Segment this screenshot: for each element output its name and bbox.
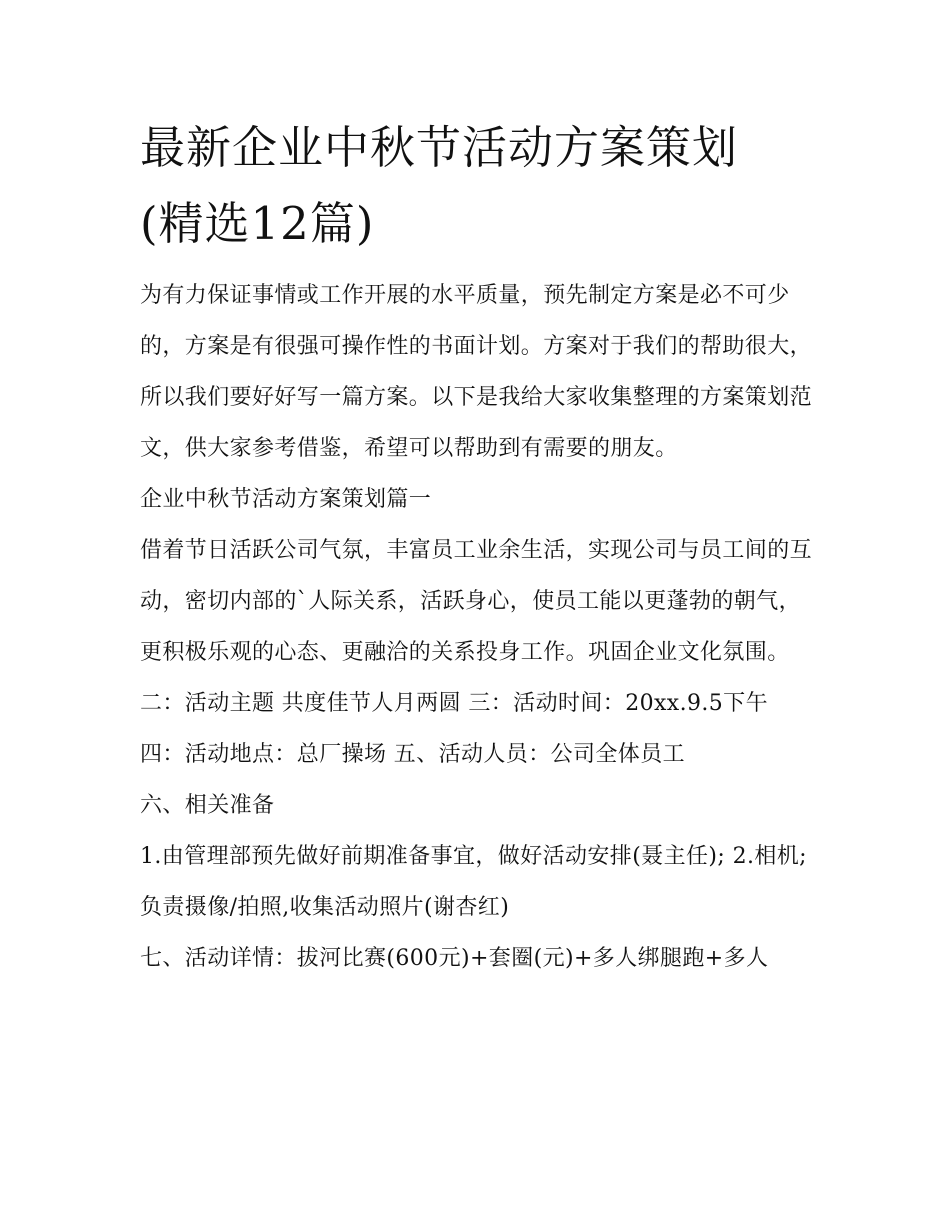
intro-paragraph: 为有力保证事情或工作开展的水平质量，预先制定方案是必不可少的，方案是有很强可操作性的书面计划。方案对于我们的帮助很大，所以我们要好好写一篇方案。以下是我给大家收集整理的方案策划范文，供大家参考借鉴，希望可以帮助到有需要的朋友。 xyxy=(140,283,813,461)
purpose-paragraph: 借着节日活跃公司气氛，丰富员工业余生活，实现公司与员工间的互动，密切内部的`人际关系，活跃身心，使员工能以更蓬勃的朝气，更积极乐观的心态、更融洽的关系投身工作。巩固企业文化氛围。 xyxy=(140,538,813,665)
document-title xyxy=(140,110,820,262)
activity-details-paragraph: 七、活动详情：拔河比赛(600元)+套圈(元)+多人绑腿跑+多人 xyxy=(140,946,769,971)
activity-info-paragraph: 二：活动主题 共度佳节人月两圆 三：活动时间：20xx.9.5下午 四：活动地点：总厂操场 五、活动人员：公司全体员工 xyxy=(140,691,768,767)
preparation-paragraph: 1.由管理部预先做好前期准备事宜，做好活动安排(聂主任); 2.相机;负责摄像/拍照,收集活动照片(谢杏红) xyxy=(140,844,807,920)
document-page xyxy=(140,110,820,984)
title-line-1: 最新企业中秋节活动方案策划 xyxy=(140,121,739,174)
title-line-2: (精选12篇) xyxy=(140,197,375,250)
section-heading: 企业中秋节活动方案策划篇一 xyxy=(140,487,432,512)
preparation-heading: 六、相关准备 xyxy=(140,793,275,818)
